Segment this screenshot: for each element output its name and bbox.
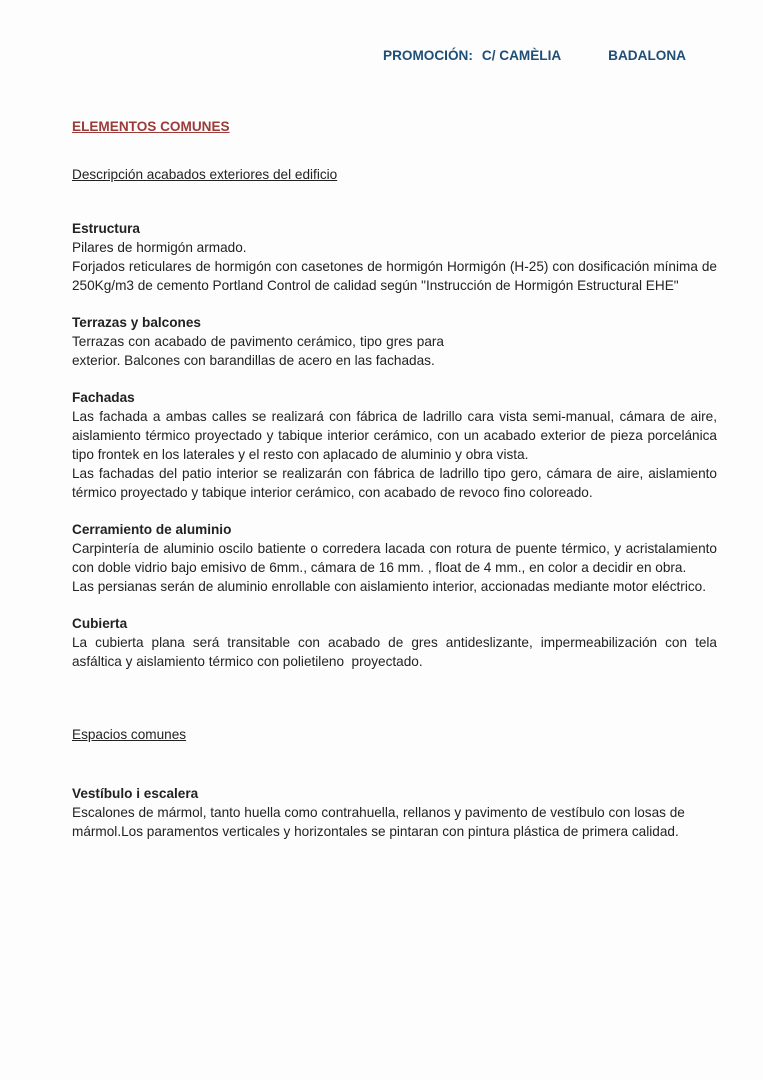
promotion-city: BADALONA: [608, 48, 686, 63]
document-title: ELEMENTOS COMUNES: [72, 119, 230, 134]
section-vestibulo-escalera: [72, 784, 717, 841]
section-paragraph: Pilares de hormigón armado.: [72, 240, 247, 255]
section-heading: Cubierta: [72, 616, 128, 631]
promotion-label: PROMOCIÓN:: [383, 48, 473, 63]
document-subtitle-espacios-comunes: Espacios comunes: [72, 727, 187, 742]
section-paragraph: Las fachadas del patio interior se realizarán con fábrica de ladrillo tipo gero, cámara de aire, aislamiento térmico proyectado y tabique interior cerámico, con acabado de revoco fino coloreado.: [72, 466, 721, 500]
section-heading: Estructura: [72, 221, 140, 236]
section-heading: Vestíbulo i escalera: [72, 786, 199, 801]
section-paragraph: La cubierta plana será transitable con acabado de gres antideslizante, impermeabilización con tela asfáltica y aislamiento térmico con polietileno proyectado.: [72, 635, 721, 669]
section-paragraph: Las persianas serán de aluminio enrollable con aislamiento interior, accionadas mediante motor eléctrico.: [72, 579, 706, 594]
section-fachadas: [72, 388, 721, 502]
section-estructura: [72, 219, 721, 295]
section-paragraph: Escalones de mármol, tanto huella como contrahuella, rellanos y pavimento de vestíbulo con losas de mármol.Los paramentos verticales y horizontales se pintaran con pintura plástica de primera calidad.: [72, 805, 689, 839]
section-paragraph: Las fachada a ambas calles se realizará con fábrica de ladrillo cara vista semi-manual, cámara de aire, aislamiento térmico proyectado y tabique interior cerámico, con un acabado exterior de pieza porcelánica tipo frontek en los laterales y el resto con aplacado de aluminio y obra vista.: [72, 409, 721, 462]
document-subtitle: Descripción acabados exteriores del edificio: [72, 167, 338, 182]
section-heading: Fachadas: [72, 390, 135, 405]
section-paragraph: Terrazas con acabado de pavimento cerámico, tipo gres para exterior. Balcones con barandillas de acero en las fachadas.: [72, 334, 448, 368]
promotion-street: C/ CAMÈLIA: [481, 48, 562, 63]
section-paragraph: Forjados reticulares de hormigón con casetones de hormigón Hormigón (H-25) con dosificación mínima de 250Kg/m3 de cemento Portland Control de calidad según "Instrucción de Hormigón Estructural EHE": [72, 259, 721, 293]
section-cerramiento-aluminio: [72, 520, 721, 596]
section-terrazas-balcones: [72, 313, 717, 370]
section-heading: Terrazas y balcones: [72, 315, 201, 330]
promotion-header: [383, 46, 717, 65]
section-cubierta: [72, 614, 721, 671]
section-paragraph: Carpintería de aluminio oscilo batiente o corredera lacada con rotura de puente térmico, y acristalamiento con doble vidrio bajo emisivo de 6mm., cámara de 16 mm. , float de 4 mm., en color a decidir en obra.: [72, 541, 721, 575]
section-heading: Cerramiento de aluminio: [72, 522, 232, 537]
